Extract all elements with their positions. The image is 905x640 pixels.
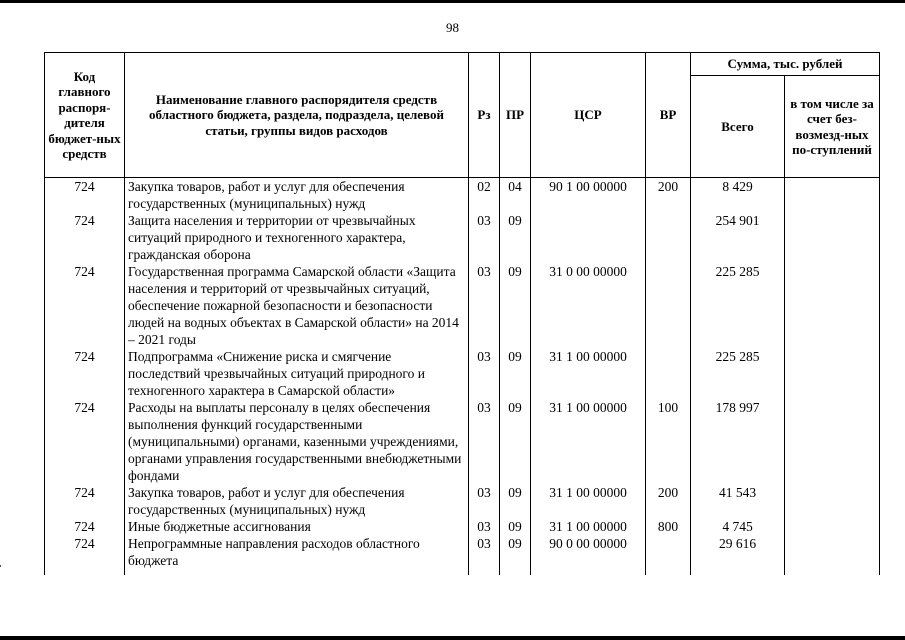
cell-vr: 200 <box>646 178 691 213</box>
cell-rz: 03 <box>469 263 500 348</box>
table-header <box>45 53 880 178</box>
cell-csr: 31 1 00 00000 <box>531 518 646 535</box>
cell-csr: 31 1 00 00000 <box>531 399 646 484</box>
header-vr: ВР <box>646 53 691 178</box>
cell-vr: 800 <box>646 518 691 535</box>
cell-code: 724 <box>45 484 125 518</box>
cell-name: Иные бюджетные ассигнования <box>125 518 469 535</box>
cell-total: 178 997 <box>691 399 785 484</box>
cell-name: Расходы на выплаты персоналу в целях обеспечения выполнения функций государственными (муниципальными) органами, казенными учреждениями, органами управления государственными внебюджетными фондами <box>125 399 469 484</box>
cell-rz: 03 <box>469 348 500 399</box>
margin-mark <box>0 565 1 567</box>
cell-rz: 03 <box>469 484 500 518</box>
cell-total: 4 745 <box>691 518 785 535</box>
cell-code: 724 <box>45 399 125 484</box>
table-row <box>45 484 880 518</box>
header-pr: ПР <box>500 53 531 178</box>
header-csr: ЦСР <box>531 53 646 178</box>
cell-code: 724 <box>45 535 125 575</box>
cell-gratuitous <box>785 178 880 213</box>
cell-gratuitous <box>785 399 880 484</box>
header-rz: Рз <box>469 53 500 178</box>
cell-name: Закупка товаров, работ и услуг для обеспечения государственных (муниципальных) нужд <box>125 484 469 518</box>
cell-csr: 31 0 00 00000 <box>531 263 646 348</box>
header-sum: Сумма, тыс. рублей <box>691 53 880 76</box>
cell-gratuitous <box>785 212 880 263</box>
budget-table <box>44 52 880 575</box>
table-row <box>45 535 880 575</box>
bottom-border <box>0 636 905 640</box>
cell-code: 724 <box>45 518 125 535</box>
header-gratuitous: в том числе за счет без-возмезд-ных по-ступлений <box>785 76 880 178</box>
cell-total: 8 429 <box>691 178 785 213</box>
table-row <box>45 518 880 535</box>
cell-gratuitous <box>785 484 880 518</box>
cell-gratuitous <box>785 518 880 535</box>
table-row <box>45 178 880 213</box>
cell-name: Защита населения и территории от чрезвычайных ситуаций природного и техногенного характера, гражданская оборона <box>125 212 469 263</box>
table-row <box>45 348 880 399</box>
cell-gratuitous <box>785 263 880 348</box>
cell-code: 724 <box>45 348 125 399</box>
cell-pr: 04 <box>500 178 531 213</box>
cell-rz: 03 <box>469 518 500 535</box>
top-border <box>0 0 905 3</box>
header-code: Код главного распоря-дителя бюджет-ных средств <box>45 53 125 178</box>
cell-vr <box>646 263 691 348</box>
cell-vr <box>646 535 691 575</box>
cell-rz: 03 <box>469 535 500 575</box>
page-number: 98 <box>446 20 459 35</box>
cell-pr: 09 <box>500 535 531 575</box>
cell-name: Непрограммные направления расходов областного бюджета <box>125 535 469 575</box>
cell-pr: 09 <box>500 399 531 484</box>
cell-code: 724 <box>45 263 125 348</box>
cell-csr: 31 1 00 00000 <box>531 484 646 518</box>
cell-total: 254 901 <box>691 212 785 263</box>
table-row <box>45 263 880 348</box>
cell-code: 724 <box>45 178 125 213</box>
cell-name: Государственная программа Самарской области «Защита населения и территорий от чрезвычайных ситуаций, обеспечение пожарной безопасности и безопасности людей на водных объектах в Самарской области» на 2014 – 2021 годы <box>125 263 469 348</box>
cell-gratuitous <box>785 535 880 575</box>
cell-name: Закупка товаров, работ и услуг для обеспечения государственных (муниципальных) нужд <box>125 178 469 213</box>
cell-pr: 09 <box>500 518 531 535</box>
cell-csr <box>531 212 646 263</box>
table-row <box>45 212 880 263</box>
cell-total: 225 285 <box>691 348 785 399</box>
cell-rz: 03 <box>469 399 500 484</box>
cell-pr: 09 <box>500 212 531 263</box>
cell-total: 41 543 <box>691 484 785 518</box>
cell-total: 29 616 <box>691 535 785 575</box>
table-row <box>45 399 880 484</box>
cell-pr: 09 <box>500 348 531 399</box>
cell-gratuitous <box>785 348 880 399</box>
cell-total: 225 285 <box>691 263 785 348</box>
header-name: Наименование главного распорядителя средств областного бюджета, раздела, подраздела, целевой статьи, группы видов расходов <box>125 53 469 178</box>
table-body <box>45 178 880 576</box>
cell-vr <box>646 212 691 263</box>
cell-csr: 90 1 00 00000 <box>531 178 646 213</box>
cell-name: Подпрограмма «Снижение риска и смягчение последствий чрезвычайных ситуаций природного и техногенного характера в Самарской области» <box>125 348 469 399</box>
cell-code: 724 <box>45 212 125 263</box>
cell-vr: 100 <box>646 399 691 484</box>
header-total: Всего <box>691 76 785 178</box>
cell-csr: 90 0 00 00000 <box>531 535 646 575</box>
cell-pr: 09 <box>500 263 531 348</box>
cell-pr: 09 <box>500 484 531 518</box>
cell-vr <box>646 348 691 399</box>
cell-csr: 31 1 00 00000 <box>531 348 646 399</box>
cell-rz: 02 <box>469 178 500 213</box>
cell-rz: 03 <box>469 212 500 263</box>
cell-vr: 200 <box>646 484 691 518</box>
